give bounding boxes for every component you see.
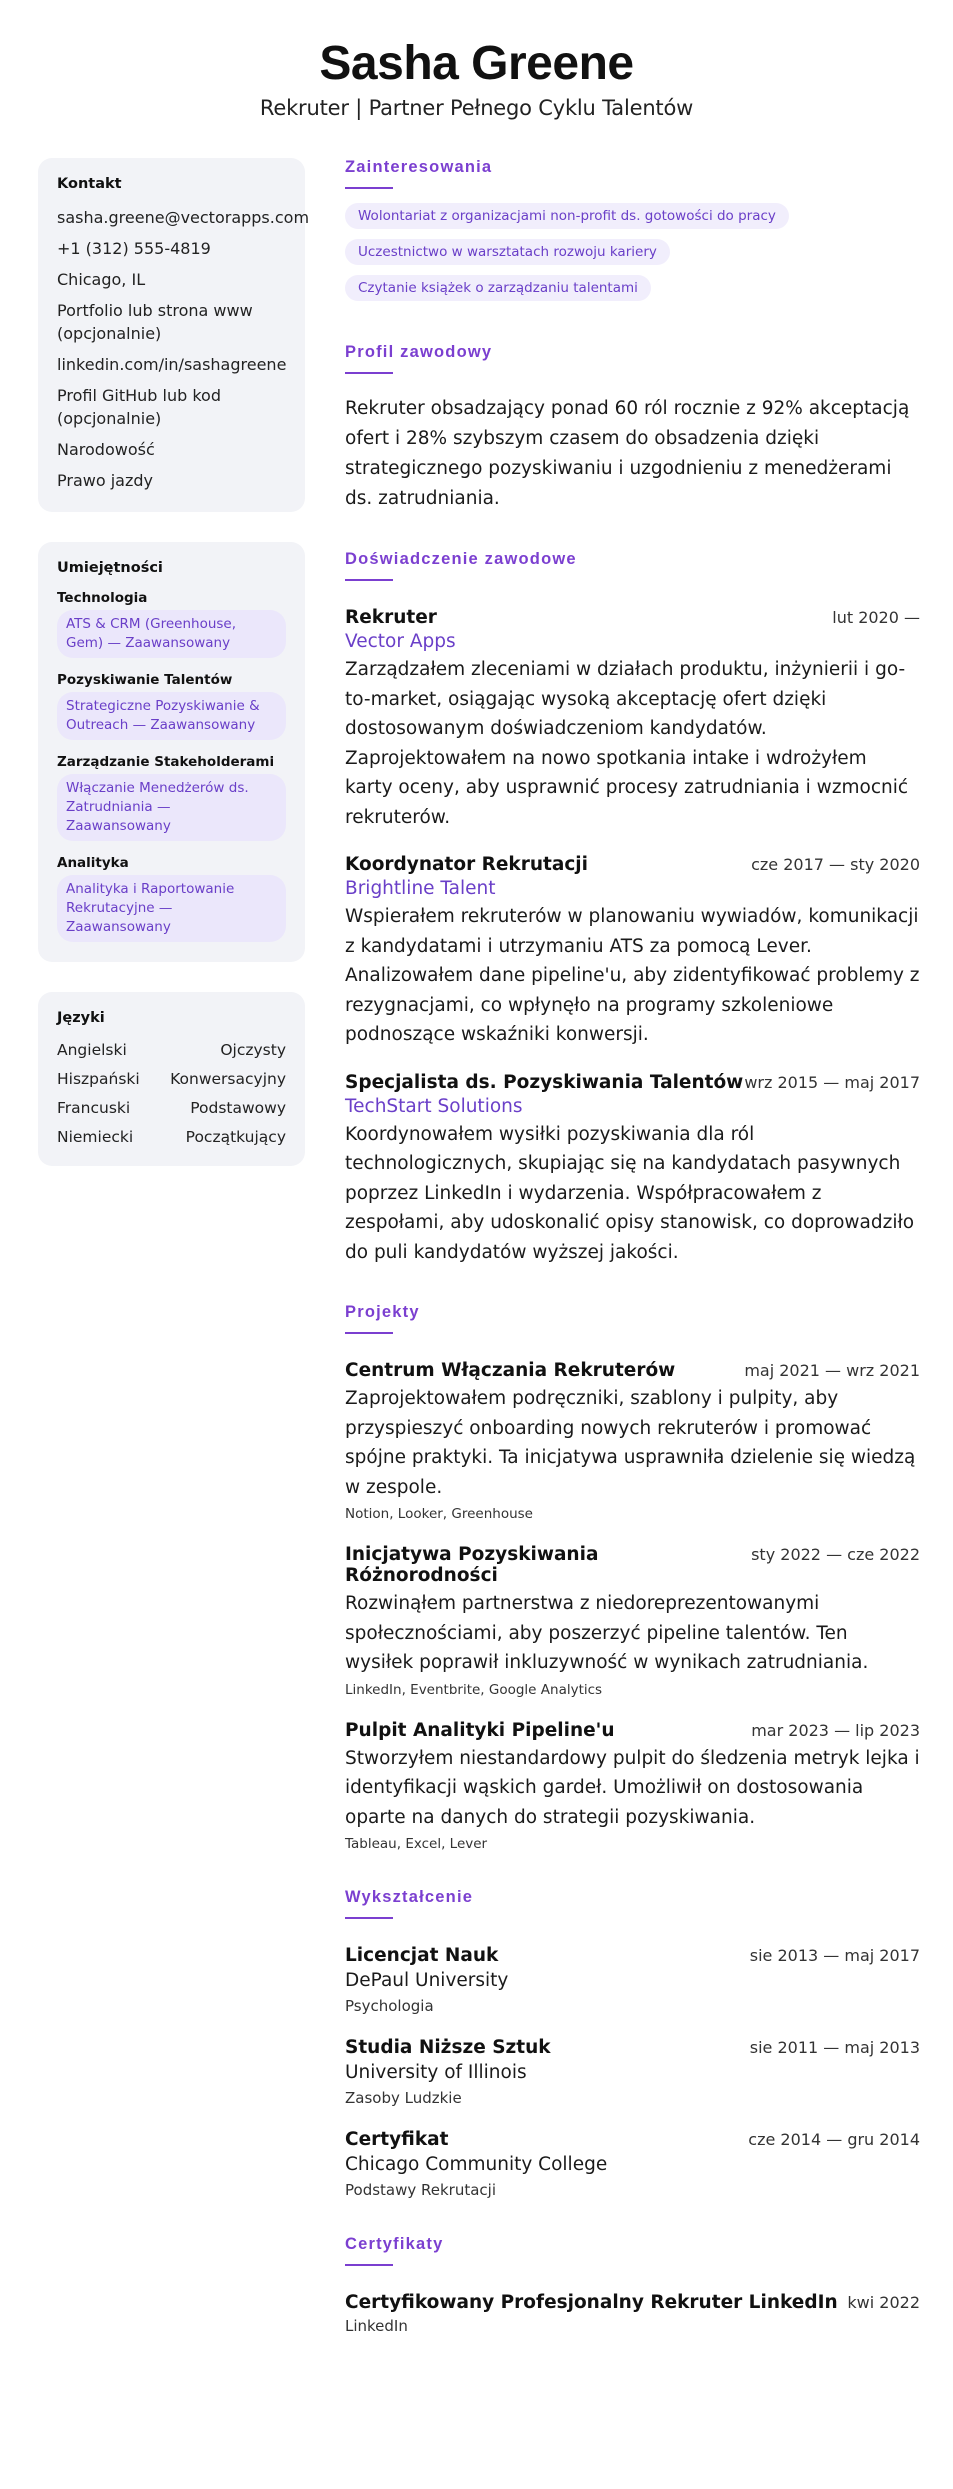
job-date: lut 2020 — [832, 608, 920, 627]
project-tech: LinkedIn, Eventbrite, Google Analytics [345, 1681, 603, 1698]
candidate-headline: Rekruter | Partner Pełnego Cyklu Talentów [259, 96, 694, 120]
education-degree: Studia Niższe Sztuk [345, 2037, 551, 2058]
section-title-education: Wykształcenie [345, 1888, 474, 1906]
education-field: Psychologia [345, 1997, 434, 2015]
job-description: Wspierałem rekruterów w planowaniu wywiadów, komunikacji z kandydatami i utrzymaniu ATS za pomocą Lever. Analizowałem dane pipeline'u, aby zidentyfikować problemy z rezygnacjami, co wpłynęło na programy szkoleniowe podnoszące wskaźniki konwersji. [345, 906, 920, 1045]
language-row [57, 1098, 286, 1119]
skill-category: Zarządzanie Stakeholderami [57, 754, 275, 770]
project-entry [345, 1544, 920, 1698]
certification-entry [345, 2292, 920, 2335]
contact-card [38, 158, 310, 512]
section-title-profile: Profil zawodowy [345, 343, 493, 361]
education-section [345, 1888, 920, 2199]
section-title-certifications: Certyfikaty [345, 2235, 444, 2253]
profile-summary: Rekruter obsadzający ponad 60 ról rocznie z 92% akceptacją ofert i 28% szybszym czasem do obsadzenia dzięki strategicznego pozyskiwaniu i uzgodnieniu z menedżerami ds. zatrudniania. [345, 398, 910, 509]
contact-email[interactable]: sasha.greene@vectorapps.com [57, 208, 310, 227]
skill-category: Pozyskiwanie Talentów [57, 672, 233, 688]
section-divider [345, 1332, 393, 1334]
experience-section [345, 550, 920, 1267]
language-level: Podstawowy [190, 1099, 286, 1117]
project-tech: Tableau, Excel, Lever [345, 1836, 488, 1852]
project-description: Zaprojektowałem podręczniki, szablony i pulpity, aby przyspieszyć onboarding nowych rekruterów i promować spójne praktyki. Ta inicjatywa usprawniła dzielenie się wiedzą w zespole. [345, 1388, 916, 1498]
education-entry [345, 2129, 920, 2199]
education-date: sie 2011 — maj 2013 [749, 2038, 920, 2057]
skill-pill: ATS & CRM (Greenhouse, Gem) — Zaawansowany [57, 610, 286, 658]
project-date: maj 2021 — wrz 2021 [744, 1361, 920, 1380]
certification-date: kwi 2022 [847, 2293, 920, 2312]
job-company: Brightline Talent [345, 878, 496, 899]
job-description: Zarządzałem zleceniami w działach produktu, inżynierii i go-to-market, osiągając wysoką akceptację ofert dzięki dostosowanym doświadczeniom kandydatów. Zaprojektowałem na nowo spotkania intake i wdrożyłem karty oceny, aby usprawnić procesy zatrudniania i wzmocnić rekruterów. [345, 659, 909, 828]
interest-tag: Czytanie książek o zarządzaniu talentami [345, 275, 651, 301]
contact-github: Profil GitHub lub kod (opcjonalnie) [57, 386, 221, 428]
section-divider [345, 372, 393, 374]
project-entry [345, 1360, 920, 1522]
skills-title: Umiejętności [57, 560, 163, 576]
languages-title: Języki [57, 1010, 105, 1026]
skills-card [38, 542, 305, 962]
candidate-name: Sasha Greene [319, 37, 634, 90]
language-row [57, 1040, 286, 1061]
project-date: sty 2022 — cze 2022 [751, 1545, 920, 1564]
section-divider [345, 187, 393, 189]
contact-phone[interactable]: +1 (312) 555-4819 [57, 239, 211, 258]
job-role: Koordynator Rekrutacji [345, 854, 588, 875]
profile-section [345, 343, 920, 514]
interests-section [345, 158, 920, 311]
experience-entry [345, 607, 920, 832]
certification-issuer: LinkedIn [345, 2317, 408, 2335]
education-institution: Chicago Community College [345, 2154, 608, 2175]
certifications-section [345, 2235, 920, 2335]
resume-header [0, 0, 953, 120]
language-name: Hiszpański [57, 1070, 140, 1088]
contact-linkedin[interactable]: linkedin.com/in/sashagreene [57, 355, 287, 374]
language-row [57, 1127, 286, 1148]
certification-name: Certyfikowany Profesjonalny Rekruter LinkedIn [345, 2292, 838, 2313]
language-row [57, 1069, 286, 1090]
language-name: Francuski [57, 1099, 131, 1117]
projects-section [345, 1303, 920, 1852]
project-name: Inicjatywa Pozyskiwania Różnorodności [345, 1544, 599, 1586]
job-company: Vector Apps [345, 631, 456, 652]
contact-portfolio: Portfolio lub strona www (opcjonalnie) [57, 301, 253, 343]
languages-card [38, 992, 305, 1166]
skill-pill: Strategiczne Pozyskiwanie & Outreach — Zaawansowany [57, 692, 286, 740]
skill-pill: Analityka i Raportowanie Rekrutacyjne — Zaawansowany [57, 875, 286, 942]
education-institution: University of Illinois [345, 2062, 527, 2083]
contact-driving-license: Prawo jazdy [57, 471, 153, 490]
project-description: Rozwinąłem partnerstwa z niedoreprezentowanymi społecznościami, aby poszerzyć pipeline talentów. Ten wysiłek poprawił inkluzywność w wynikach zatrudniania. [345, 1593, 869, 1673]
job-role: Specjalista ds. Pozyskiwania Talentów [345, 1071, 744, 1093]
experience-entry [345, 854, 920, 1050]
section-divider [345, 579, 393, 581]
job-role: Rekruter [345, 607, 437, 628]
project-description: Stworzyłem niestandardowy pulpit do śledzenia metryk lejka i identyfikacji wąskich gardeł. Umożliwił on dostosowania oparte na danych do strategii pozyskiwania. [345, 1747, 920, 1828]
job-description: Koordynowałem wysiłki pozyskiwania dla ról technologicznych, skupiając się na kandydatach pasywnych poprzez LinkedIn i wydarzenia. Współpracowałem z zespołami, aby udoskonalić opisy stanowisk, co doprowadziło do puli kandydatów wyższej jakości. [345, 1123, 915, 1263]
sidebar [38, 158, 310, 1196]
education-institution: DePaul University [345, 1970, 509, 1991]
education-degree: Certyfikat [345, 2129, 449, 2150]
education-field: Podstawy Rekrutacji [345, 2181, 497, 2199]
project-name: Pulpit Analityki Pipeline'u [345, 1719, 615, 1741]
education-date: cze 2014 — gru 2014 [748, 2130, 920, 2149]
job-date: cze 2017 — sty 2020 [751, 855, 920, 874]
contact-nationality: Narodowość [57, 440, 155, 459]
language-level: Konwersacyjny [170, 1070, 286, 1088]
language-level: Początkujący [185, 1128, 286, 1146]
section-title-interests: Zainteresowania [345, 158, 493, 176]
project-date: mar 2023 — lip 2023 [751, 1720, 920, 1740]
education-entry [345, 1945, 920, 2015]
project-name: Centrum Włączania Rekruterów [345, 1360, 676, 1381]
skill-category: Technologia [57, 590, 148, 606]
language-name: Niemiecki [57, 1128, 134, 1146]
section-title-projects: Projekty [345, 1303, 420, 1321]
interest-tag: Uczestnictwo w warsztatach rozwoju kariery [345, 239, 670, 265]
contact-location: Chicago, IL [57, 270, 146, 289]
project-entry [345, 1720, 920, 1853]
main-column [345, 158, 920, 2357]
education-field: Zasoby Ludzkie [345, 2089, 462, 2107]
skill-pill: Włączanie Menedżerów ds. Zatrudniania — Zaawansowany [57, 774, 286, 841]
job-company: TechStart Solutions [345, 1095, 523, 1117]
language-name: Angielski [57, 1041, 127, 1059]
education-entry [345, 2037, 920, 2107]
section-title-experience: Doświadczenie zawodowe [345, 550, 577, 568]
job-date: wrz 2015 — maj 2017 [744, 1072, 920, 1092]
language-level: Ojczysty [220, 1041, 286, 1059]
project-tech: Notion, Looker, Greenhouse [345, 1506, 533, 1522]
section-divider [345, 2264, 393, 2266]
interest-tag: Wolontariat z organizacjami non-profit ds. gotowości do pracy [345, 203, 789, 229]
interests-tags [345, 203, 920, 311]
education-date: sie 2013 — maj 2017 [749, 1946, 920, 1965]
contact-title: Kontakt [57, 176, 122, 192]
education-degree: Licencjat Nauk [345, 1945, 499, 1966]
experience-entry [345, 1072, 920, 1268]
skill-category: Analityka [57, 855, 129, 871]
section-divider [345, 1917, 393, 1919]
